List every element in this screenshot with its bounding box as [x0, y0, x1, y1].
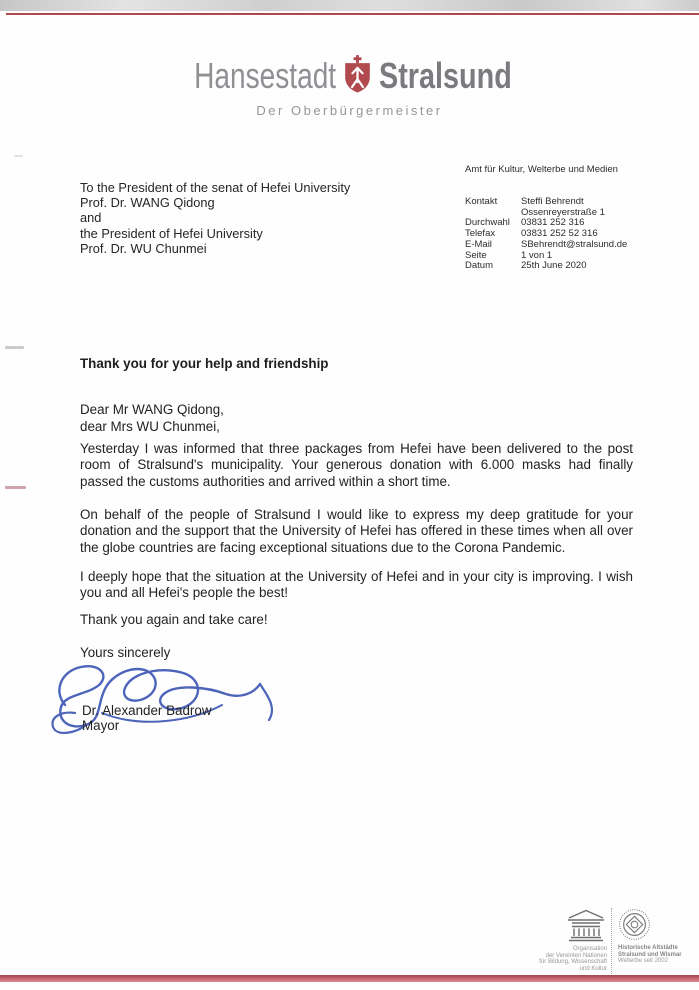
- scan-mark: [5, 346, 24, 349]
- salutation: [80, 402, 224, 435]
- department-name: Amt für Kultur, Welterbe und Medien: [465, 164, 618, 175]
- recipient-address: [80, 180, 350, 256]
- stralsund-shield-icon: [343, 54, 372, 94]
- recipient-line: Prof. Dr. WANG Qidong: [80, 195, 215, 211]
- recipient-line: and: [80, 210, 102, 226]
- salutation-line: Dear Mr WANG Qidong,: [80, 402, 224, 417]
- brand-name-light: Hansestadt: [193, 55, 337, 96]
- unesco-logo-block: [523, 908, 607, 972]
- letterhead: [0, 55, 699, 118]
- contact-row: E-Mail SBehrendt@stralsund.de: [465, 238, 628, 250]
- contact-row: Datum 25th June 2020: [465, 260, 587, 272]
- bottom-accent-band: [0, 975, 699, 982]
- paragraph: Yesterday I was informed that three packages from Hefei have been delivered to the post room of Stralsund's municipality. Your generous donation with 6.000 masks had finally passed the customs authorities and arrived within a short time.: [80, 441, 633, 489]
- contact-info-table: [465, 197, 627, 272]
- signer-name: Dr. Alexander Badrow: [82, 703, 212, 718]
- recipient-line: the President of Hefei University: [80, 225, 263, 241]
- world-heritage-block: [618, 908, 682, 965]
- subject-line: Thank you for your help and friendship: [80, 356, 329, 371]
- unesco-temple-icon: [565, 908, 607, 942]
- contact-row: Telefax 03831 252 52 316: [465, 228, 598, 240]
- recipient-line: To the President of the senat of Hefei University: [80, 180, 351, 195]
- contact-row: Kontakt Steffi Behrendt: [465, 196, 584, 207]
- signer-title: Mayor: [82, 718, 120, 733]
- heritage-caption: Historische Altstädte Stralsund und Wismar Welterbe seit 2002: [618, 945, 682, 965]
- recipient-line: Prof. Dr. WU Chunmei: [80, 240, 207, 256]
- paragraph: Thank you again and take care!: [80, 612, 268, 627]
- brand-name-bold: Stralsund: [379, 55, 512, 96]
- footer-dotted-divider: [611, 908, 612, 974]
- brand-row: [0, 55, 699, 97]
- paragraph: On behalf of the people of Stralsund I would like to express my deep gratitude for your donation and the support that the University of Hefei has offered in these times when all over the globe countries are facing exceptional situations due to the Corona Pandemic.: [80, 507, 633, 555]
- salutation-line: dear Mrs WU Chunmei,: [80, 418, 220, 434]
- scan-mark: [5, 486, 26, 489]
- contact-row: Durchwahl 03831 252 316: [465, 217, 585, 229]
- contact-row: Ossenreyerstraße 1: [521, 206, 605, 218]
- letterhead-subtitle: Der Oberbürgermeister: [256, 103, 443, 118]
- paragraph: I deeply hope that the situation at the University of Hefei and in your city is improving. I wish you and all Hefei's people the best!: [80, 569, 633, 601]
- contact-row: Seite 1 von 1: [465, 249, 553, 261]
- world-heritage-emblem-icon: [618, 908, 651, 941]
- unesco-caption: Organisation der Vereinten Nationen für Bildung, Wissenschaft und Kultur: [539, 946, 607, 972]
- top-accent-line: [6, 13, 699, 15]
- scan-mark: [14, 155, 23, 157]
- scan-edge-band: [0, 0, 699, 11]
- closing-line: Yours sincerely: [80, 645, 171, 660]
